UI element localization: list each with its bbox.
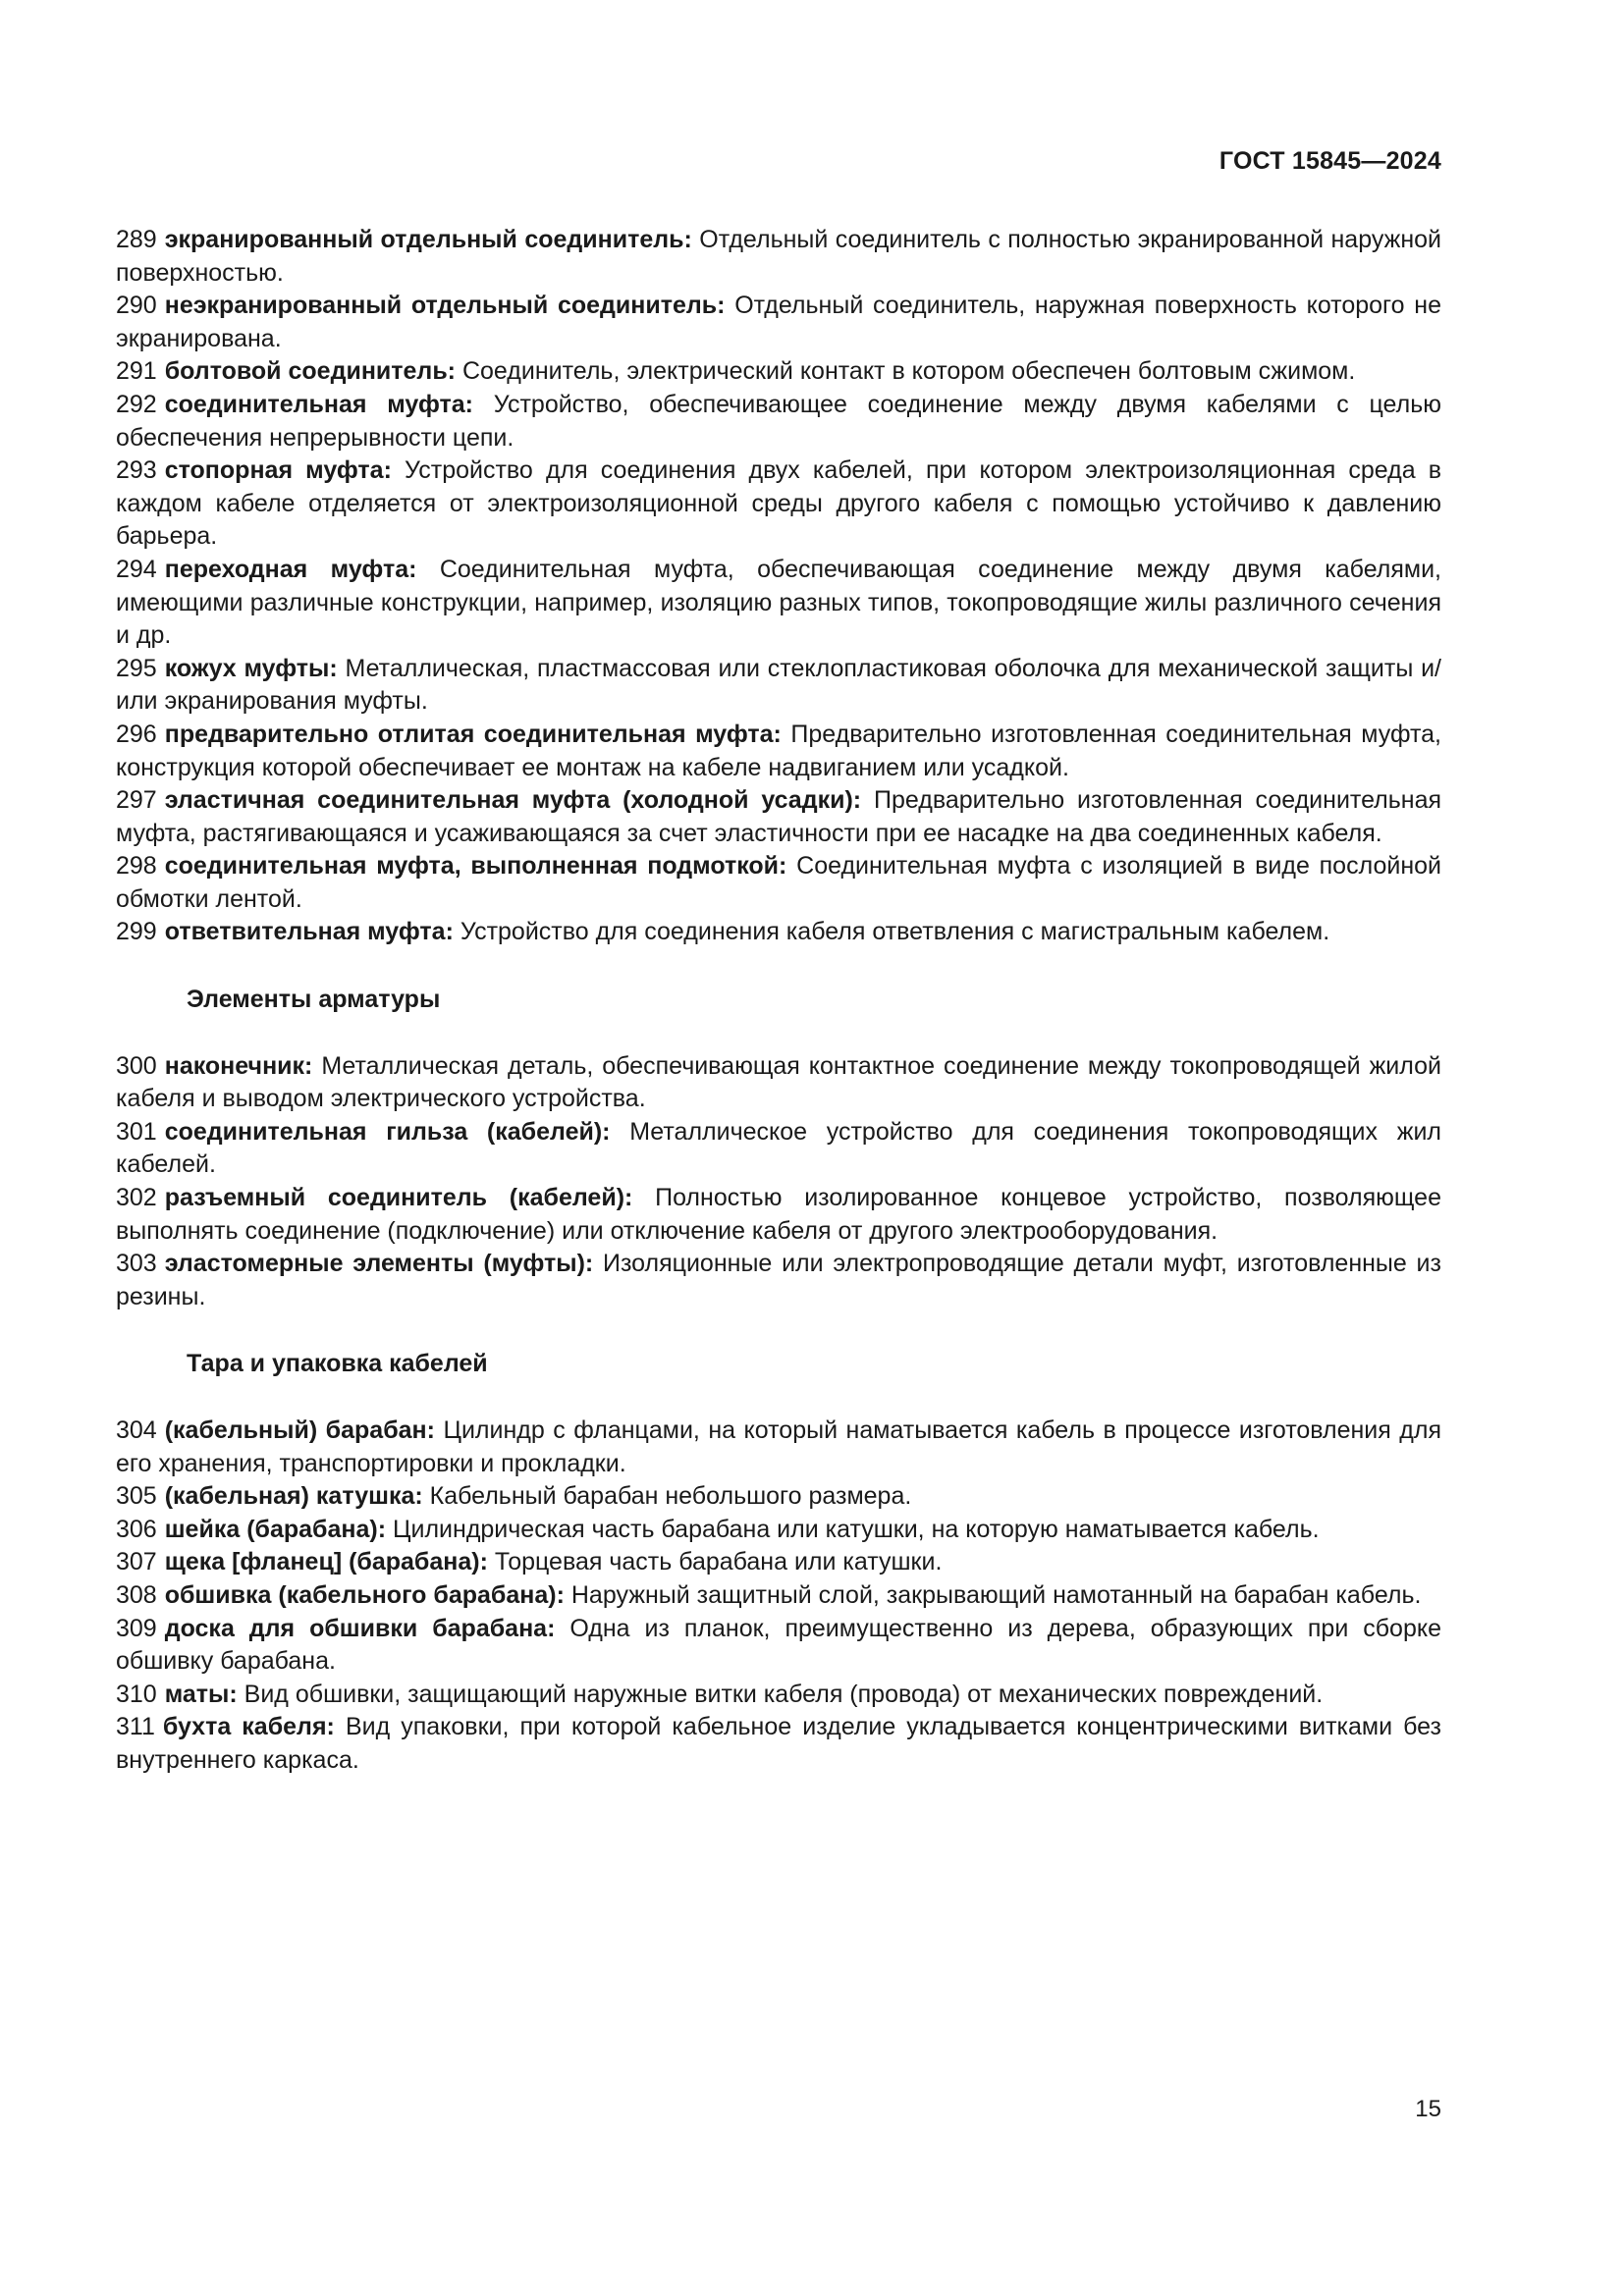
entry-term: кожух муфты: bbox=[164, 654, 338, 682]
term-entry bbox=[116, 290, 1441, 355]
entry-term: предварительно отлитая соединительная муфта: bbox=[164, 720, 782, 748]
entry-number: 308 bbox=[116, 1580, 157, 1609]
entry-term: щека [фланец] (барабана): bbox=[164, 1548, 488, 1576]
entry-number: 295 bbox=[116, 654, 157, 682]
entry-definition: Цилиндрическая часть барабана или катушки, на которую наматывается кабель. bbox=[393, 1515, 1320, 1543]
entry-term: шейка (барабана): bbox=[164, 1515, 387, 1543]
section-title-fittings: Элементы арматуры bbox=[187, 986, 441, 1014]
entry-number: 302 bbox=[116, 1184, 157, 1212]
entry-definition: Предварительно изготовленная соединительная муфта, конструкция которой обеспечивает ее монтаж на кабеле надвиганием или усадкой. bbox=[116, 720, 1441, 781]
entry-definition: Соединительная муфта с изоляцией в виде послойной обмотки лентой. bbox=[116, 852, 1441, 913]
entry-definition: Отдельный соединитель с полностью экранированной наружной поверхностью. bbox=[116, 226, 1442, 287]
entry-term: соединительная гильза (кабелей): bbox=[164, 1117, 611, 1146]
entry-number: 296 bbox=[116, 720, 157, 748]
entry-number: 305 bbox=[116, 1482, 157, 1511]
entry-term: разъемный соединитель (кабелей): bbox=[164, 1184, 633, 1212]
entries-group-a bbox=[116, 224, 1441, 949]
entry-definition: Одна из планок, преимущественно из дерева, образующих при сборке обшивку барабана. bbox=[116, 1614, 1441, 1676]
term-entry bbox=[116, 1415, 1441, 1480]
entry-term: (кабельная) катушка: bbox=[164, 1482, 423, 1511]
term-entry bbox=[116, 916, 1441, 949]
entry-number: 299 bbox=[116, 918, 157, 946]
section-title-packaging: Тара и упаковка кабелей bbox=[187, 1350, 488, 1378]
entry-term: обшивка (кабельного барабана): bbox=[164, 1580, 565, 1609]
entry-definition: Соединитель, электрический контакт в котором обеспечен болтовым сжимом. bbox=[461, 357, 1356, 386]
entry-number: 289 bbox=[116, 226, 157, 253]
entry-term: стопорная муфта: bbox=[164, 456, 392, 485]
entry-term: неэкранированный отдельный соединитель: bbox=[164, 292, 726, 320]
entry-term: болтовой соединитель: bbox=[164, 357, 457, 386]
entry-number: 298 bbox=[116, 852, 157, 881]
entry-definition: Устройство для соединения двух кабелей, при котором электроизоляционная среда в каждом кабеле отделяется от электроизоляционной среды другого кабеля с помощью устойчиво к давлению барьера. bbox=[116, 456, 1442, 551]
entry-number: 309 bbox=[116, 1614, 157, 1642]
term-entry bbox=[116, 454, 1441, 554]
entry-term: ответвительная муфта: bbox=[164, 918, 454, 946]
entry-number: 297 bbox=[116, 786, 157, 815]
entry-definition: Вид обшивки, защищающий наружные витки кабеля (провода) от механических повреждений. bbox=[244, 1680, 1324, 1708]
term-entry bbox=[116, 1182, 1441, 1248]
entry-definition: Предварительно изготовленная соединительная муфта, растягивающаяся и усаживающаяся за счет эластичности при ее насадке на два соединенных кабеля. bbox=[116, 786, 1442, 847]
entry-term: эластомерные элементы (муфты): bbox=[164, 1250, 594, 1278]
entry-term: переходная муфта: bbox=[164, 555, 417, 583]
entry-number: 293 bbox=[116, 456, 157, 485]
entry-term: маты: bbox=[164, 1680, 238, 1708]
term-entry bbox=[116, 653, 1441, 719]
entry-definition: Металлическая деталь, обеспечивающая контактное соединение между токопроводящей жилой кабеля и выводом электрического устройства. bbox=[116, 1051, 1441, 1113]
entry-definition: Соединительная муфта, обеспечивающая соединение между двумя кабелями, имеющими различные конструкции, например, изоляцию разных типов, токопроводящие жилы различного сечения и др. bbox=[116, 555, 1441, 650]
entry-number: 300 bbox=[116, 1051, 157, 1080]
term-entry bbox=[116, 1546, 1441, 1579]
entry-number: 292 bbox=[116, 390, 157, 418]
entries-group-c bbox=[116, 1415, 1441, 1778]
term-entry bbox=[116, 554, 1441, 653]
term-entry bbox=[116, 784, 1441, 850]
entry-number: 291 bbox=[116, 357, 157, 386]
entry-number: 310 bbox=[116, 1680, 157, 1708]
entry-number: 304 bbox=[116, 1416, 157, 1444]
document-body bbox=[116, 224, 1441, 1778]
term-entry bbox=[116, 224, 1441, 290]
entry-definition: Полностью изолированное концевое устройство, позволяющее выполнять соединение (подключение) или отключение кабеля от другого электрооборудования. bbox=[116, 1184, 1441, 1245]
term-entry bbox=[116, 1613, 1441, 1679]
term-entry bbox=[116, 1711, 1441, 1777]
document-id: ГОСТ 15845—2024 bbox=[1218, 147, 1441, 175]
term-entry bbox=[116, 1050, 1441, 1116]
entry-definition: Цилиндр с фланцами, на который наматывается кабель в процессе изготовления для его хранения, транспортировки и прокладки. bbox=[116, 1416, 1442, 1477]
entry-number: 311 bbox=[116, 1713, 155, 1741]
term-entry bbox=[116, 389, 1441, 454]
page-number: 15 bbox=[1415, 2096, 1441, 2122]
term-entry bbox=[116, 1248, 1441, 1313]
entry-term: доска для обшивки барабана: bbox=[164, 1614, 556, 1642]
entry-number: 290 bbox=[116, 292, 157, 320]
entry-definition: Изоляционные или электропроводящие детали муфт, изготовленные из резины. bbox=[116, 1250, 1441, 1310]
entry-term: бухта кабеля: bbox=[162, 1713, 335, 1741]
entry-definition: Наружный защитный слой, закрывающий намотанный на барабан кабель. bbox=[570, 1580, 1422, 1609]
entry-term: (кабельный) барабан: bbox=[164, 1416, 435, 1444]
term-entry bbox=[116, 1116, 1441, 1182]
entry-term: соединительная муфта: bbox=[164, 390, 473, 418]
entry-term: соединительная муфта, выполненная подмоткой: bbox=[164, 852, 787, 881]
term-entry bbox=[116, 1679, 1441, 1712]
term-entry bbox=[116, 1480, 1441, 1514]
entry-number: 306 bbox=[116, 1515, 157, 1543]
entry-definition: Устройство для соединения кабеля ответвления с магистральным кабелем. bbox=[460, 918, 1330, 946]
entry-term: наконечник: bbox=[164, 1051, 313, 1080]
term-entry bbox=[116, 355, 1441, 389]
entry-term: эластичная соединительная муфта (холодной усадки): bbox=[164, 786, 862, 815]
entry-definition: Устройство, обеспечивающее соединение между двумя кабелями с целью обеспечения непрерывности цепи. bbox=[116, 390, 1441, 452]
entry-definition: Вид упаковки, при которой кабельное изделие укладывается концентрическими витками без внутреннего каркаса. bbox=[116, 1713, 1442, 1774]
entry-definition: Металлическое устройство для соединения токопроводящих жил кабелей. bbox=[116, 1117, 1441, 1179]
term-entry bbox=[116, 1514, 1441, 1547]
entry-definition: Торцевая часть барабана или катушки. bbox=[494, 1548, 943, 1576]
entry-definition: Кабельный барабан небольшого размера. bbox=[429, 1482, 912, 1511]
entry-term: экранированный отдельный соединитель: bbox=[164, 226, 692, 253]
term-entry bbox=[116, 850, 1441, 916]
entry-number: 307 bbox=[116, 1548, 157, 1576]
entry-definition: Металлическая, пластмассовая или стеклопластиковая оболочка для механической защиты и/или экранирования муфты. bbox=[116, 654, 1441, 716]
term-entry bbox=[116, 1579, 1441, 1613]
entry-number: 294 bbox=[116, 555, 157, 583]
term-entry bbox=[116, 719, 1441, 784]
entry-definition: Отдельный соединитель, наружная поверхность которого не экранирована. bbox=[116, 292, 1441, 352]
entry-number: 303 bbox=[116, 1250, 157, 1278]
entries-group-b bbox=[116, 1050, 1441, 1314]
entry-number: 301 bbox=[116, 1117, 157, 1146]
